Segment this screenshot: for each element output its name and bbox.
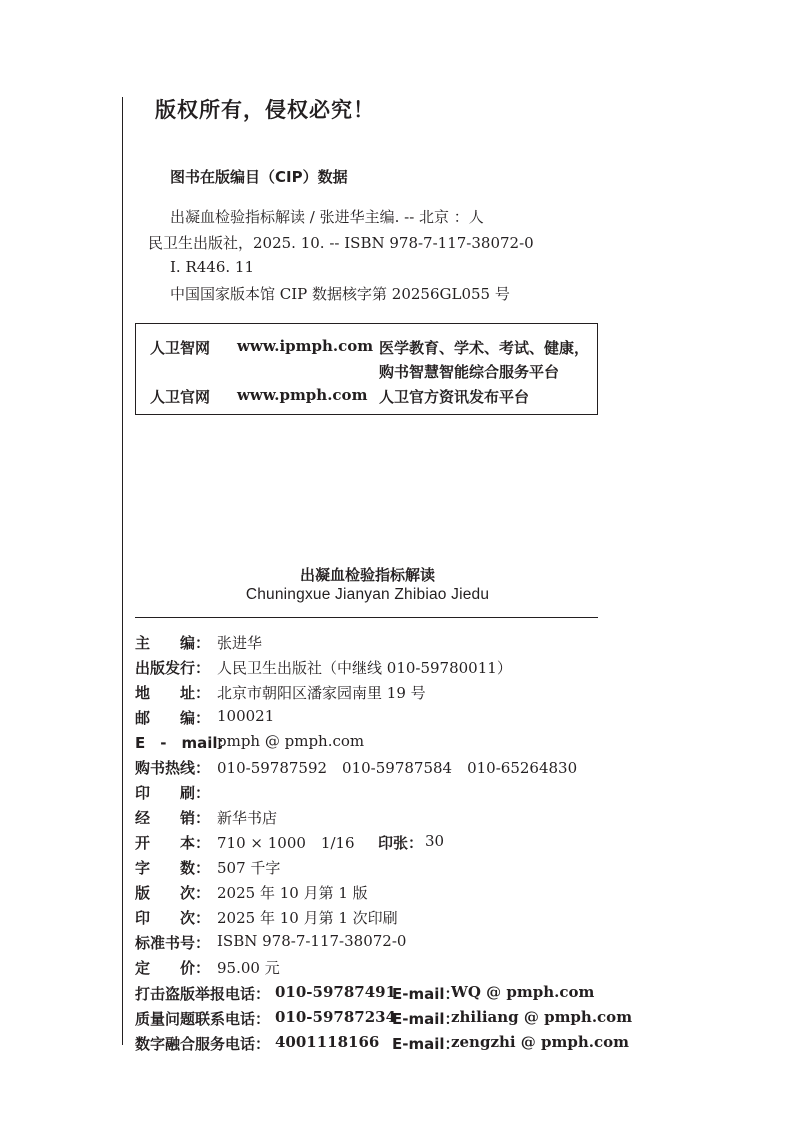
website-name: 人卫智网 [150, 339, 211, 357]
info-label: 定 价： [135, 959, 211, 977]
info-label: 印张： [378, 834, 424, 852]
info-label: 开 本： [135, 834, 211, 852]
cip-title: 图书在版编目（CIP）数据 [170, 168, 348, 186]
service-label: 打击盗版举报电话： [135, 985, 271, 1003]
info-value: ISBN 978-7-117-38072-0 [217, 932, 407, 950]
service-email[interactable]: zengzhi @ pmph.com [451, 1033, 630, 1051]
info-value: 2025 年 10 月第 1 版 [217, 884, 368, 902]
info-value: 95.00 元 [217, 959, 280, 977]
website-desc: 购书智慧智能综合服务平台 [379, 363, 560, 381]
info-value: 新华书店 [217, 809, 278, 827]
website-desc: 医学教育、学术、考试、健康， [379, 339, 590, 357]
service-email-label: E-mail： [392, 1010, 460, 1028]
info-value: 710 × 1000 1/16 [217, 834, 355, 852]
service-label: 数字融合服务电话： [135, 1035, 271, 1053]
service-phone: 010-59787234 [275, 1008, 397, 1026]
info-value: 2025 年 10 月第 1 次印刷 [217, 909, 398, 927]
info-label: 标准书号： [135, 934, 211, 952]
service-email-label: E-mail： [392, 1035, 460, 1053]
website-box [135, 323, 598, 415]
info-value: 人民卫生出版社（中继线 010-59780011） [217, 659, 512, 677]
copyright-notice: 版权所有，侵权必究！ [155, 98, 375, 122]
website-desc: 人卫官方资讯发布平台 [379, 388, 530, 406]
info-value: 北京市朝阳区潘家园南里 19 号 [217, 684, 426, 702]
service-email[interactable]: WQ @ pmph.com [451, 983, 595, 1001]
info-label: 印 次： [135, 909, 211, 927]
website-url-link[interactable]: www.ipmph.com [237, 337, 374, 355]
cip-line-2: 民卫生出版社，2025. 10. -- ISBN 978-7-117-38072-0 [148, 234, 534, 252]
info-value: 100021 [217, 707, 275, 725]
info-label: 出版发行： [135, 659, 211, 677]
info-value: 张进华 [217, 634, 263, 652]
info-label: 版 次： [135, 884, 211, 902]
website-url-link[interactable]: www.pmph.com [237, 386, 368, 404]
info-label: 邮 编： [135, 709, 211, 727]
info-label: 印 刷： [135, 784, 211, 802]
cip-line-1: 出凝血检验指标解读 / 张进华主编. -- 北京 ：人 [170, 208, 484, 226]
info-label: E - mail： [135, 734, 233, 752]
service-email-label: E-mail： [392, 985, 460, 1003]
book-title: 出凝血检验指标解读 [299, 566, 435, 584]
cip-line-4: 中国国家版本馆 CIP 数据核字第 20256GL055 号 [170, 285, 510, 303]
info-label: 字 数： [135, 859, 211, 877]
info-value: 507 千字 [217, 859, 281, 877]
service-phone: 4001118166 [275, 1033, 380, 1051]
cip-line-3: Ⅰ. R446. 11 [170, 258, 255, 276]
website-name: 人卫官网 [150, 388, 211, 406]
info-label: 经 销： [135, 809, 211, 827]
divider [135, 617, 598, 618]
book-title-pinyin: Chuningxue Jianyan Zhibiao Jiedu [245, 586, 490, 603]
service-phone: 010-59787491 [275, 983, 397, 1001]
info-label: 主 编： [135, 634, 211, 652]
info-label: 购书热线： [135, 759, 211, 777]
service-label: 质量问题联系电话： [135, 1010, 271, 1028]
info-value: 010-59787592 010-59787584 010-65264830 [217, 759, 578, 777]
service-email[interactable]: zhiliang @ pmph.com [451, 1008, 633, 1026]
info-label: 地 址： [135, 684, 211, 702]
info-value: 30 [425, 832, 445, 850]
info-value[interactable]: pmph @ pmph.com [217, 732, 365, 750]
